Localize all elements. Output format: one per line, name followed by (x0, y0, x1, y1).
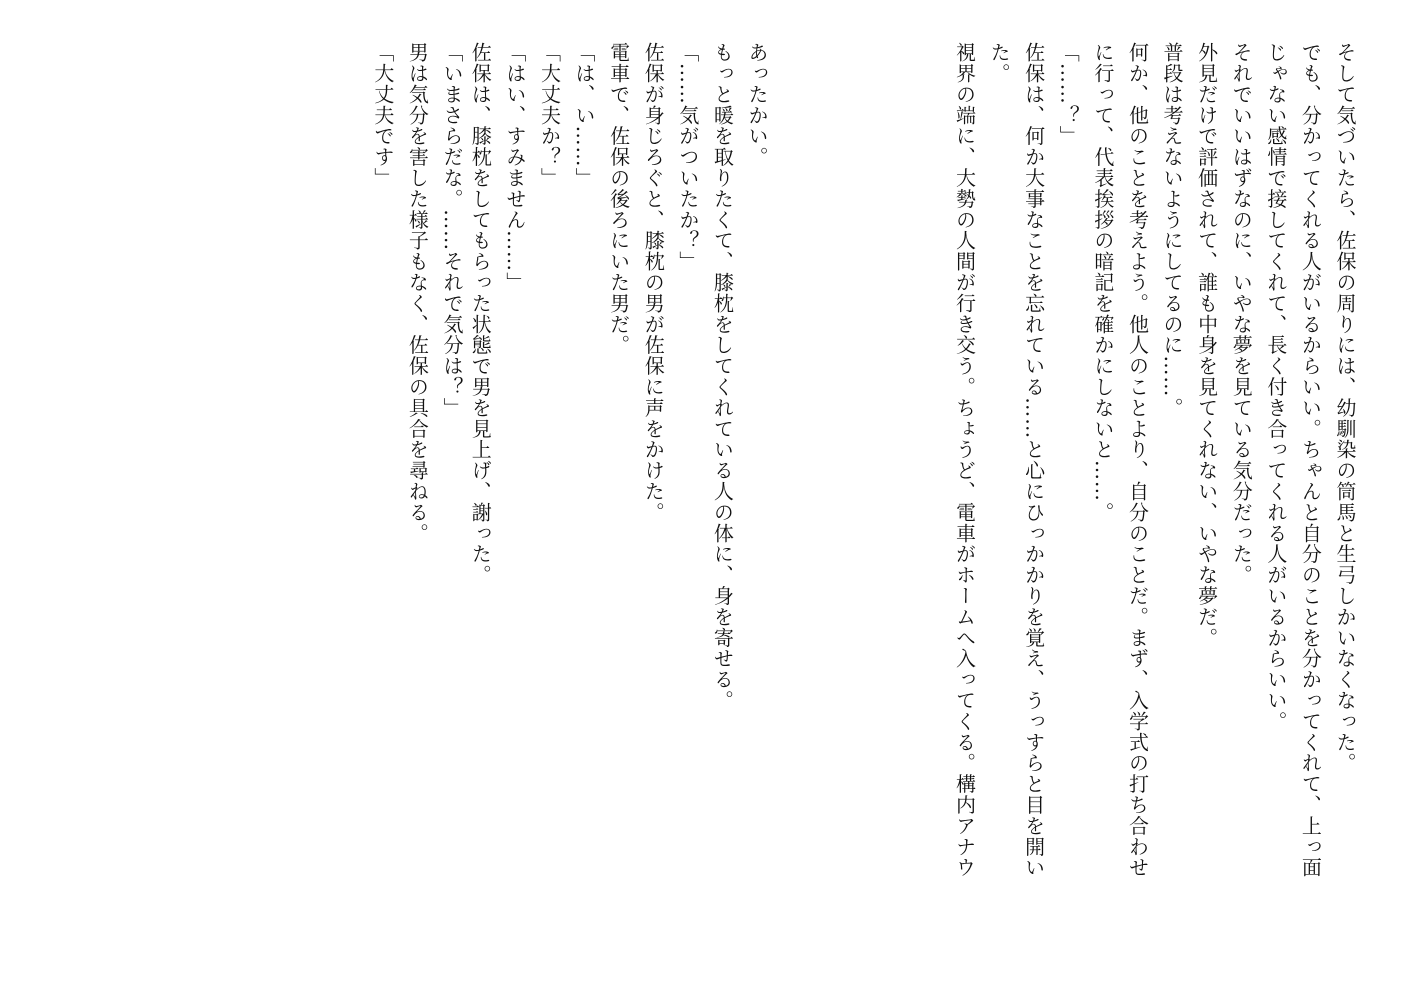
text-line: 視界の端に、大勢の人間が行き交う。ちょうど、電車がホームへ入ってくる。構内アナウ (952, 42, 977, 878)
text-line: 「大丈夫です」 (370, 42, 395, 189)
text-column-middle (464, 42, 774, 972)
text-line: 「は、い……」 (572, 42, 597, 189)
text-line: 何か、他のことを考えよう。他人のことより、自分のことだ。まず、入学式の打ち合わせ (1125, 42, 1150, 878)
text-line: じゃない感情で接してくれて、長く付き合ってくれる人がいるからいい。 (1263, 42, 1288, 732)
text-line: た。 (987, 42, 1012, 84)
text-line: に行って、代表挨拶の暗記を確かにしないと……。 (1090, 42, 1115, 523)
text-column-left (329, 42, 469, 972)
text-line: 電車で、佐保の後ろにいた男だ。 (606, 42, 631, 356)
text-line: 男は気分を害した様子もなく、佐保の具合を尋ねる。 (405, 42, 430, 544)
text-line: 「……気がついたか？」 (675, 42, 700, 272)
text-line: あったかい。 (745, 42, 769, 168)
text-line: 外見だけで評価されて、誰も中身を見てくれない、いやな夢だ。 (1194, 42, 1219, 649)
text-line: それでいいはずなのに、いやな夢を見ている気分だった。 (1229, 42, 1254, 586)
text-line: でも、分かってくれる人がいるからいい。ちゃんと自分のことを分かってくれて、上っ面 (1298, 42, 1323, 878)
text-line: そして気づいたら、佐保の周りには、幼馴染の筒馬と生弓しかいなくなった。 (1333, 42, 1357, 774)
text-line: 普段は考えないようにしてるのに……。 (1160, 42, 1185, 419)
text-line: 「……？」 (1056, 42, 1081, 147)
text-column-right (942, 42, 1362, 972)
text-line: もっと暖を取りたくて、膝枕をしてくれている人の体に、身を寄せる。 (710, 42, 735, 711)
text-line: 佐保は、膝枕をしてもらった状態で男を見上げ、謝った。 (468, 42, 493, 586)
text-line: 「いまさらだな。……それで気分は？」 (440, 42, 464, 419)
text-line: 「大丈夫か？」 (537, 42, 562, 189)
text-line: 佐保は、何か大事なことを忘れている……と心にひっかかりを覚え、うっすらと目を開い (1021, 42, 1046, 878)
text-line: 「はい、すみません……」 (502, 42, 527, 293)
text-line: 佐保が身じろぐと、膝枕の男が佐保に声をかけた。 (641, 42, 666, 523)
